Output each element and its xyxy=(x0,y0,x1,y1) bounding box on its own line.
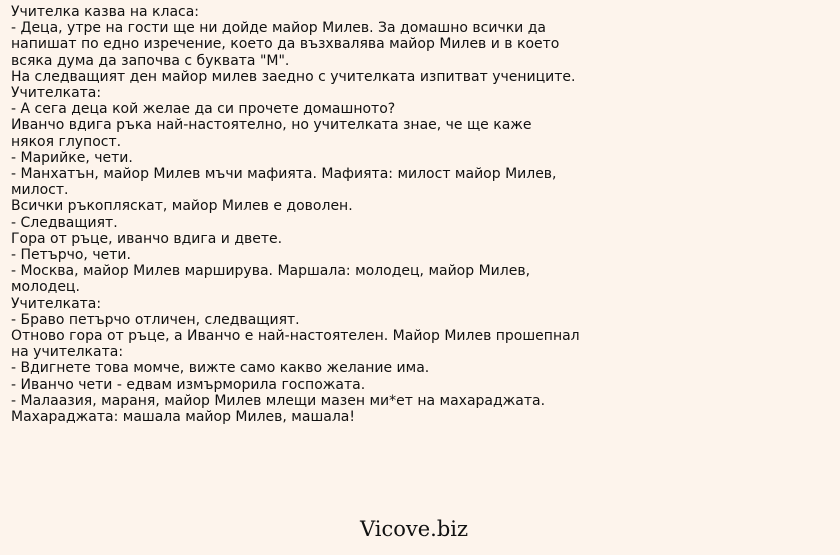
joke-line: Иванчо вдига ръка най-настоятелно, но учителката знае, че ще каже някоя глупост. xyxy=(11,117,532,150)
joke-line: Учителка казва на класа: xyxy=(11,4,200,20)
joke-line: - А сега деца кой желае да си прочете домашното? xyxy=(11,101,396,118)
joke-line: - Браво петърчо отличен, следващият. xyxy=(11,311,300,328)
joke-line: - Петърчо, чети. xyxy=(11,247,131,264)
joke-text xyxy=(11,4,591,425)
joke-line: - Малаазия, мараня, майор Милев млещи мазен ми*ет на махараджата. xyxy=(11,392,546,409)
joke-line: Всички ръкопляскат, майор Милев е доволен. xyxy=(11,198,353,215)
joke-line: Учителката: xyxy=(11,295,102,312)
joke-line: - Москва, майор Милев марширува. Маршала: молодец, майор Милев, молодец. xyxy=(11,263,531,296)
joke-line: Учителката: xyxy=(11,85,102,102)
joke-line: На следващият ден майор милев заедно с учителката изпитват учениците. xyxy=(11,68,576,85)
joke-line: Отново гора от ръце, а Иванчо е най-настоятелен. Майор Милев прошепнал на учителката: xyxy=(11,328,580,361)
joke-line: Гора от ръце, иванчо вдига и двете. xyxy=(11,230,283,247)
site-name: Vicove.biz xyxy=(359,517,469,541)
joke-line: - Марийке, чети. xyxy=(11,149,133,166)
joke-line: Махараджата: машала майор Милев, машала! xyxy=(11,409,355,426)
joke-line: - Следващият. xyxy=(11,214,118,231)
joke-line: - Деца, утре на гости ще ни дойде майор Милев. За домашно всички да напишат по едно изречение, което да възхвалява майор Милев и в което всяка дума да започва с буквата "М". xyxy=(11,20,560,69)
site-footer xyxy=(0,517,840,541)
joke-line: - Манхатън, майор Милев мъчи мафията. Мафията: милост майор Милев, милост. xyxy=(11,166,557,199)
joke-line: - Иванчо чети - едвам измърморила госпожата. xyxy=(11,376,366,393)
joke-line: - Вдигнете това момче, вижте само какво желание има. xyxy=(11,360,430,377)
